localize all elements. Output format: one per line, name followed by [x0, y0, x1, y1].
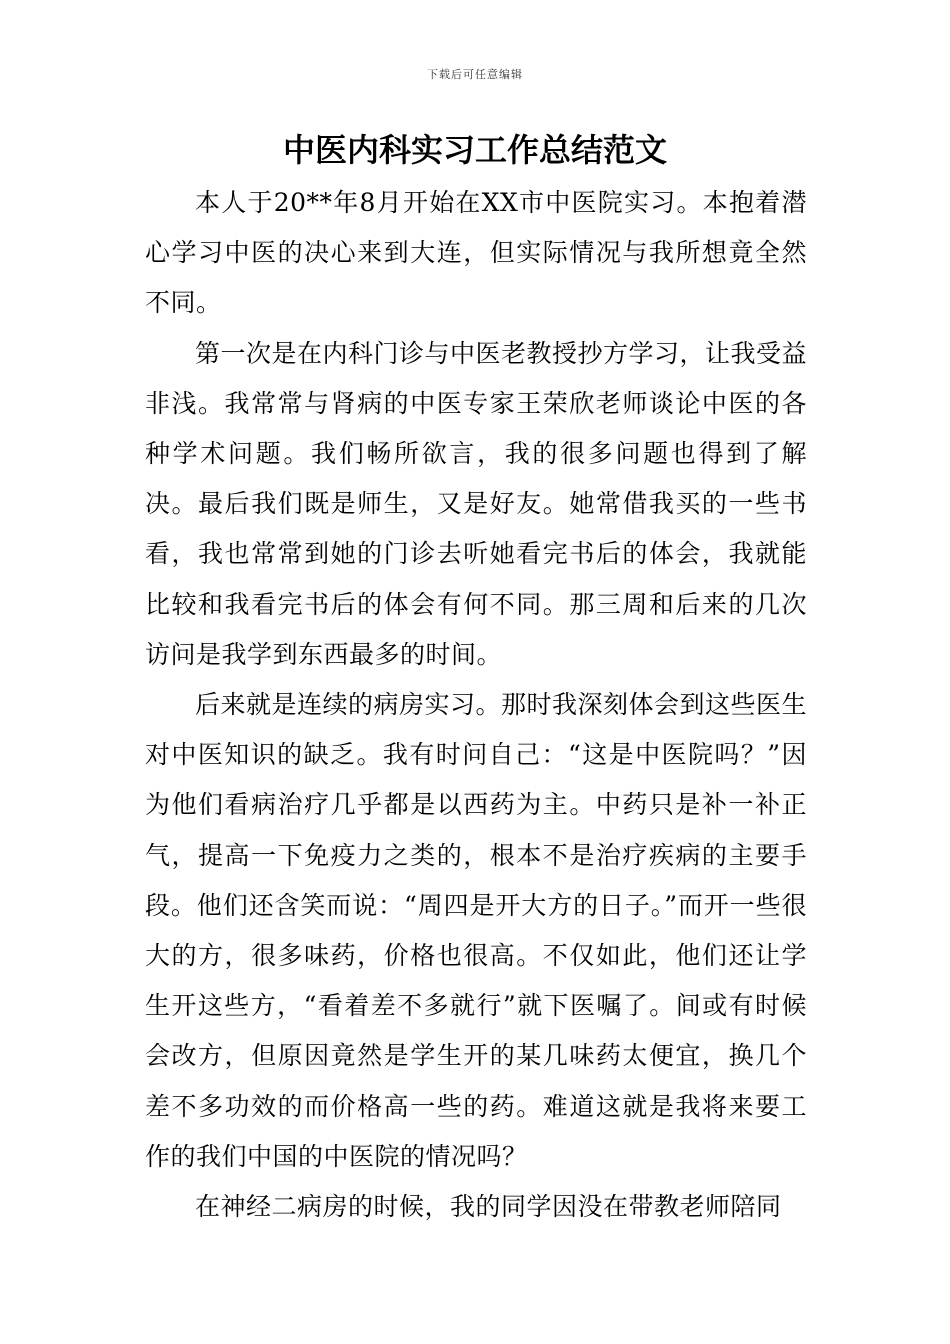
- paragraph-3: 后来就是连续的病房实习。那时我深刻体会到这些医生对中医知识的缺乏。我有时问自己：“这是中医院吗？”因为他们看病治疗几乎都是以西药为主。中药只是补一补正气，提高一下免疫力之类的，根本不是治疗疾病的主要手段。他们还含笑而说：“周四是开大方的日子。”而开一些很大的方，很多味药，价格也很高。不仅如此，他们还让学生开这些方，“看着差不多就行”就下医嘱了。间或有时候会改方，但原因竟然是学生开的某几味药太便宜，换几个差不多功效的而价格高一些的药。难道这就是我将来要工作的我们中国的中医院的情况吗？: [145, 690, 808, 1171]
- paragraph-1: 本人于20**年8月开始在XX市中医院实习。本抱着潜心学习中医的决心来到大连，但实际情况与我所想竟全然不同。: [145, 188, 807, 318]
- paragraph-4: 在神经二病房的时候，我的同学因没在带教老师陪同: [195, 1192, 782, 1222]
- header-note: 下载后可任意编辑: [427, 68, 523, 81]
- paragraph-2: 第一次是在内科门诊与中医老教授抄方学习，让我受益非浅。我常常与肾病的中医专家王荣欣老师谈论中医的各种学术问题。我们畅所欲言，我的很多问题也得到了解决。最后我们既是师生，又是好友。她常借我买的一些书看，我也常常到她的门诊去听她看完书后的体会，我就能比较和我看完书后的体会有何不同。那三周和后来的几次访问是我学到东西最多的时间。: [145, 338, 808, 669]
- document-title: 中医内科实习工作总结范文: [282, 131, 667, 169]
- document-body: [145, 178, 807, 1232]
